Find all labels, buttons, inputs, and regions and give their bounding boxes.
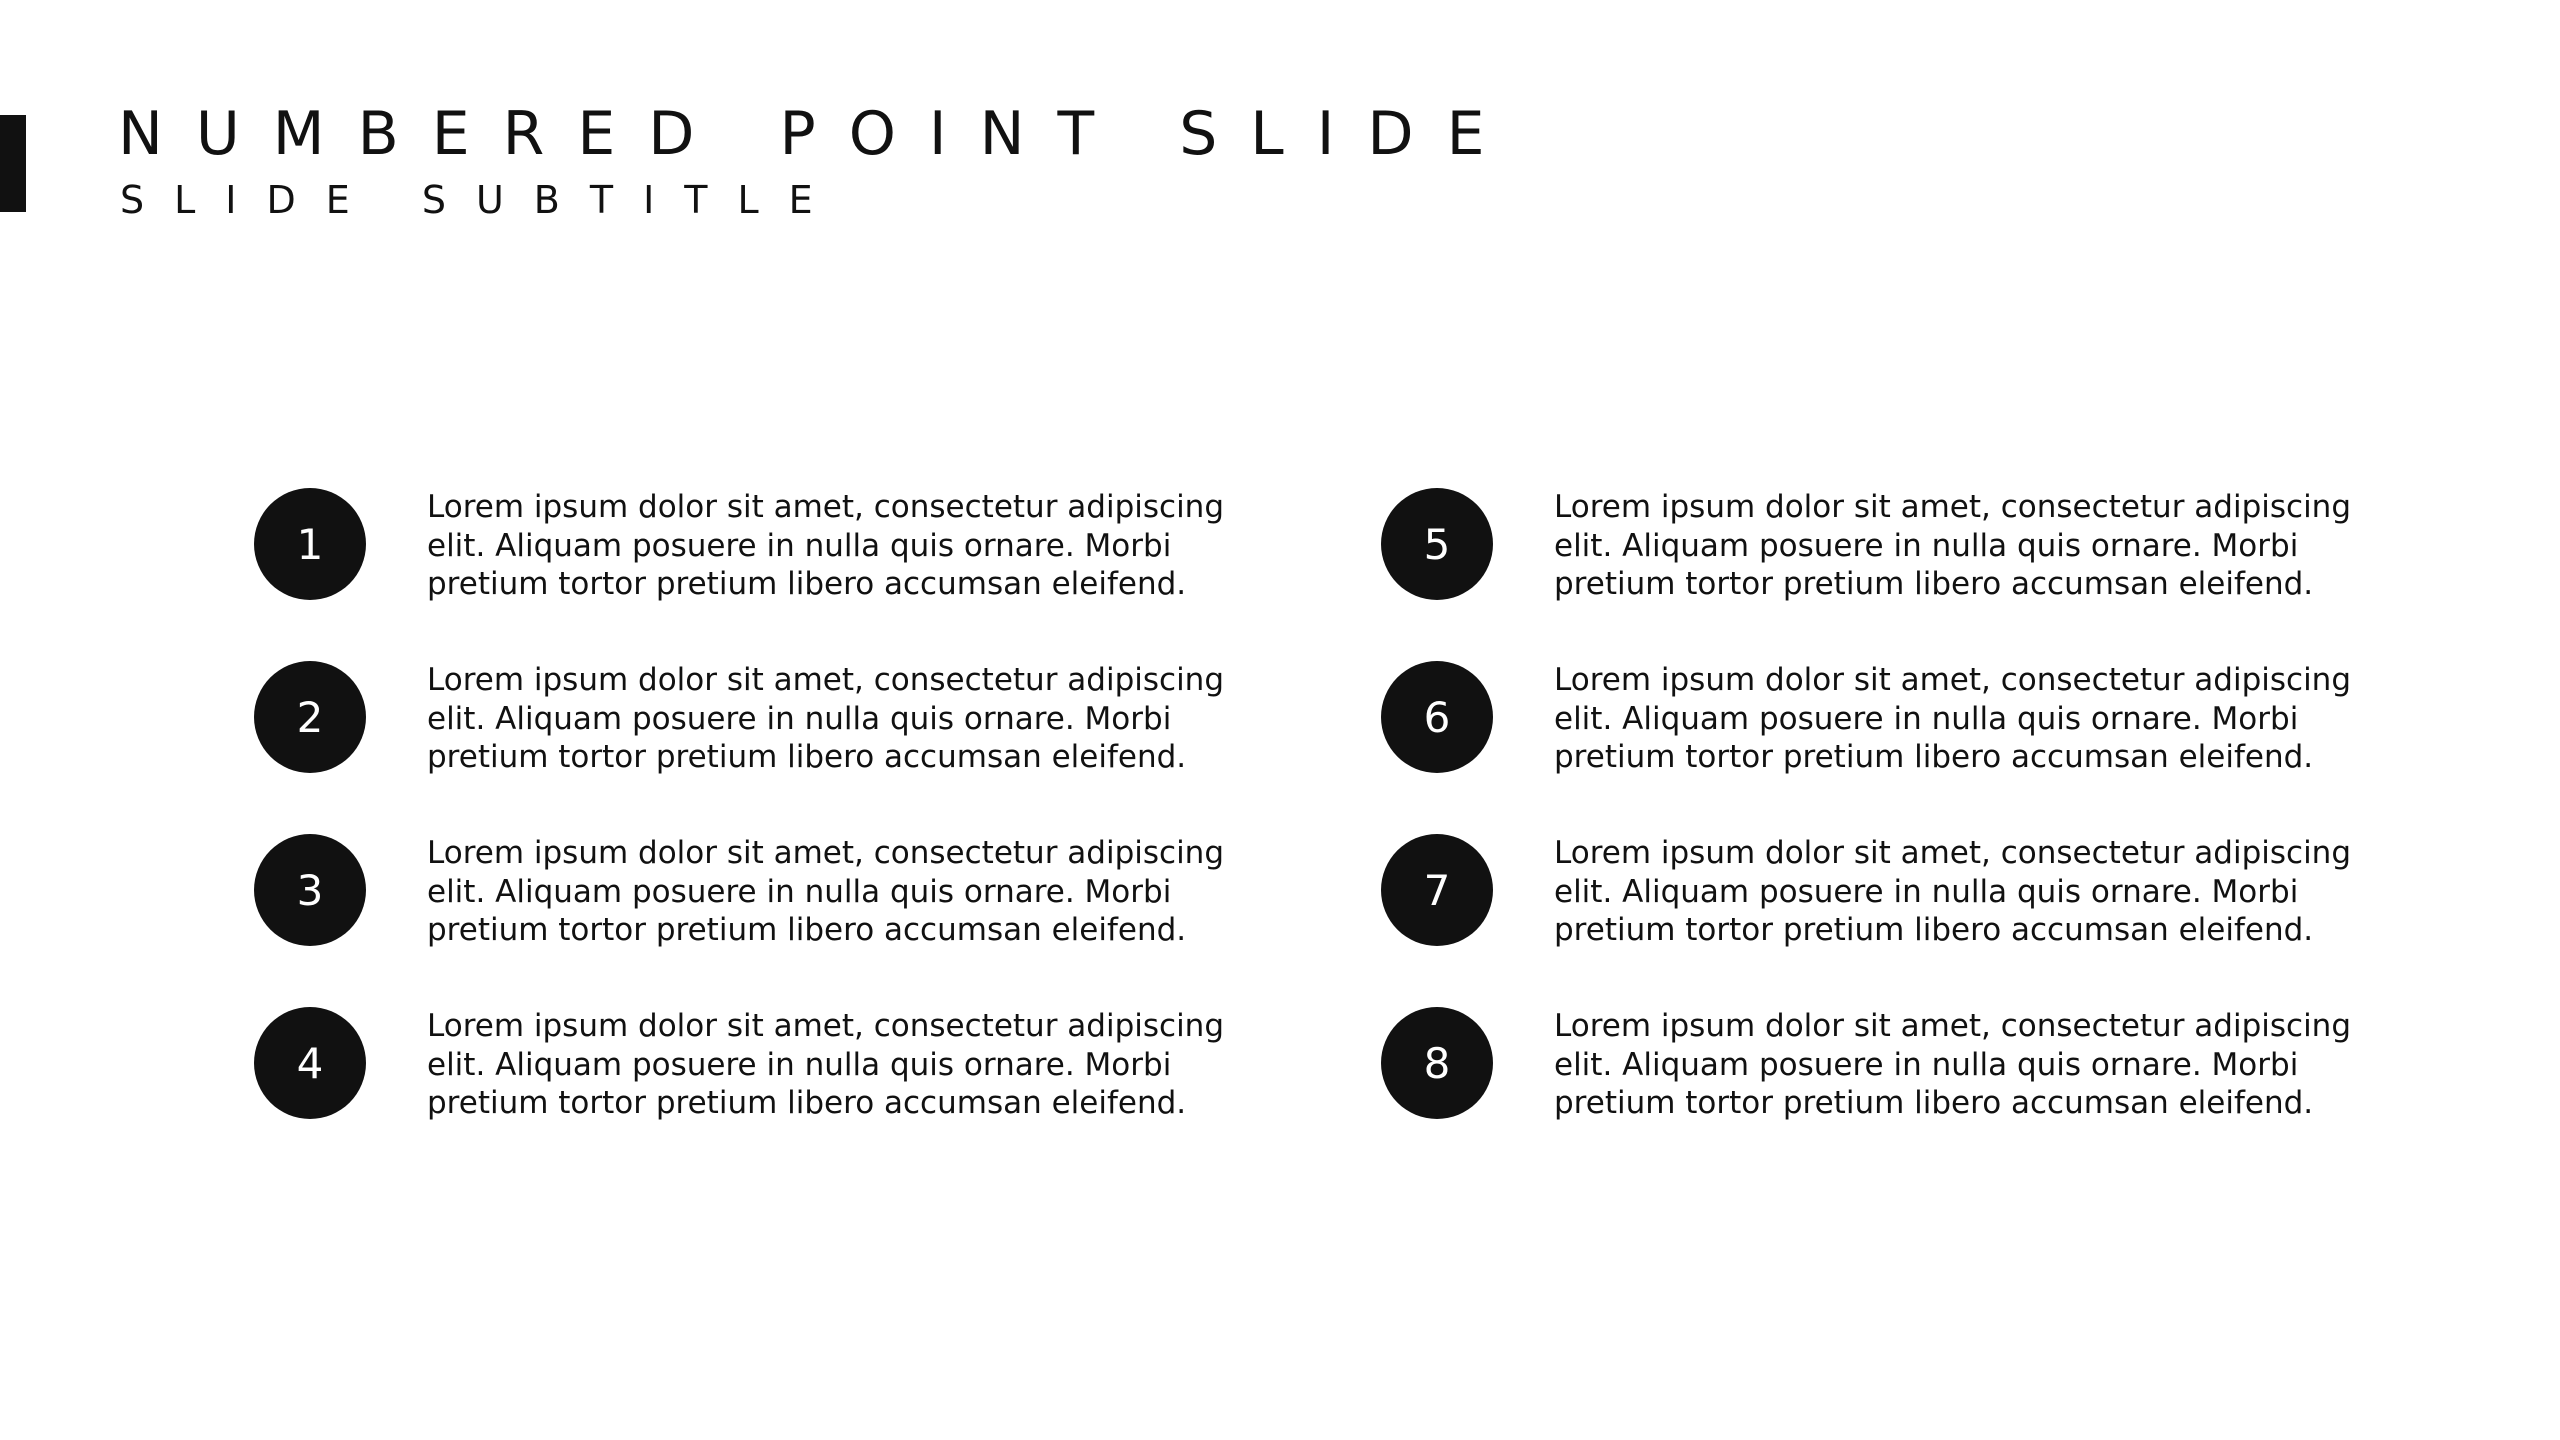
number-badge: 3 bbox=[254, 834, 366, 946]
numbered-point bbox=[254, 834, 1254, 1007]
numbered-point bbox=[1381, 834, 2381, 1007]
numbered-point bbox=[1381, 488, 2381, 661]
point-text: Lorem ipsum dolor sit amet, consectetur adipiscing elit. Aliquam posuere in nulla quis ornare. Morbi pretium tortor pretium libero accumsan eleifend. bbox=[427, 662, 1225, 775]
slide-title: NUMBERED POINT SLIDE bbox=[118, 99, 1518, 169]
numbered-point bbox=[254, 661, 1254, 834]
number-badge: 1 bbox=[254, 488, 366, 600]
number-badge: 2 bbox=[254, 661, 366, 773]
numbered-point bbox=[1381, 1007, 2381, 1180]
numbered-point bbox=[254, 488, 1254, 661]
number-badge: 5 bbox=[1381, 488, 1493, 600]
point-text: Lorem ipsum dolor sit amet, consectetur adipiscing elit. Aliquam posuere in nulla quis ornare. Morbi pretium tortor pretium libero accumsan eleifend. bbox=[427, 489, 1225, 602]
point-text: Lorem ipsum dolor sit amet, consectetur adipiscing elit. Aliquam posuere in nulla quis ornare. Morbi pretium tortor pretium libero accumsan eleifend. bbox=[427, 1008, 1225, 1121]
slide-subtitle: SLIDE SUBTITLE bbox=[120, 178, 843, 222]
point-text: Lorem ipsum dolor sit amet, consectetur adipiscing elit. Aliquam posuere in nulla quis ornare. Morbi pretium tortor pretium libero accumsan eleifend. bbox=[1554, 835, 2352, 948]
point-text: Lorem ipsum dolor sit amet, consectetur adipiscing elit. Aliquam posuere in nulla quis ornare. Morbi pretium tortor pretium libero accumsan eleifend. bbox=[1554, 489, 2352, 602]
points-column-right bbox=[1381, 488, 2381, 1180]
point-text: Lorem ipsum dolor sit amet, consectetur adipiscing elit. Aliquam posuere in nulla quis ornare. Morbi pretium tortor pretium libero accumsan eleifend. bbox=[1554, 1008, 2352, 1121]
numbered-point bbox=[1381, 661, 2381, 834]
number-badge: 7 bbox=[1381, 834, 1493, 946]
point-text: Lorem ipsum dolor sit amet, consectetur adipiscing elit. Aliquam posuere in nulla quis ornare. Morbi pretium tortor pretium libero accumsan eleifend. bbox=[427, 835, 1225, 948]
title-accent-bar bbox=[0, 115, 26, 212]
number-badge: 8 bbox=[1381, 1007, 1493, 1119]
number-badge: 6 bbox=[1381, 661, 1493, 773]
point-text: Lorem ipsum dolor sit amet, consectetur adipiscing elit. Aliquam posuere in nulla quis ornare. Morbi pretium tortor pretium libero accumsan eleifend. bbox=[1554, 662, 2352, 775]
number-badge: 4 bbox=[254, 1007, 366, 1119]
points-column-left bbox=[254, 488, 1254, 1180]
numbered-point bbox=[254, 1007, 1254, 1180]
